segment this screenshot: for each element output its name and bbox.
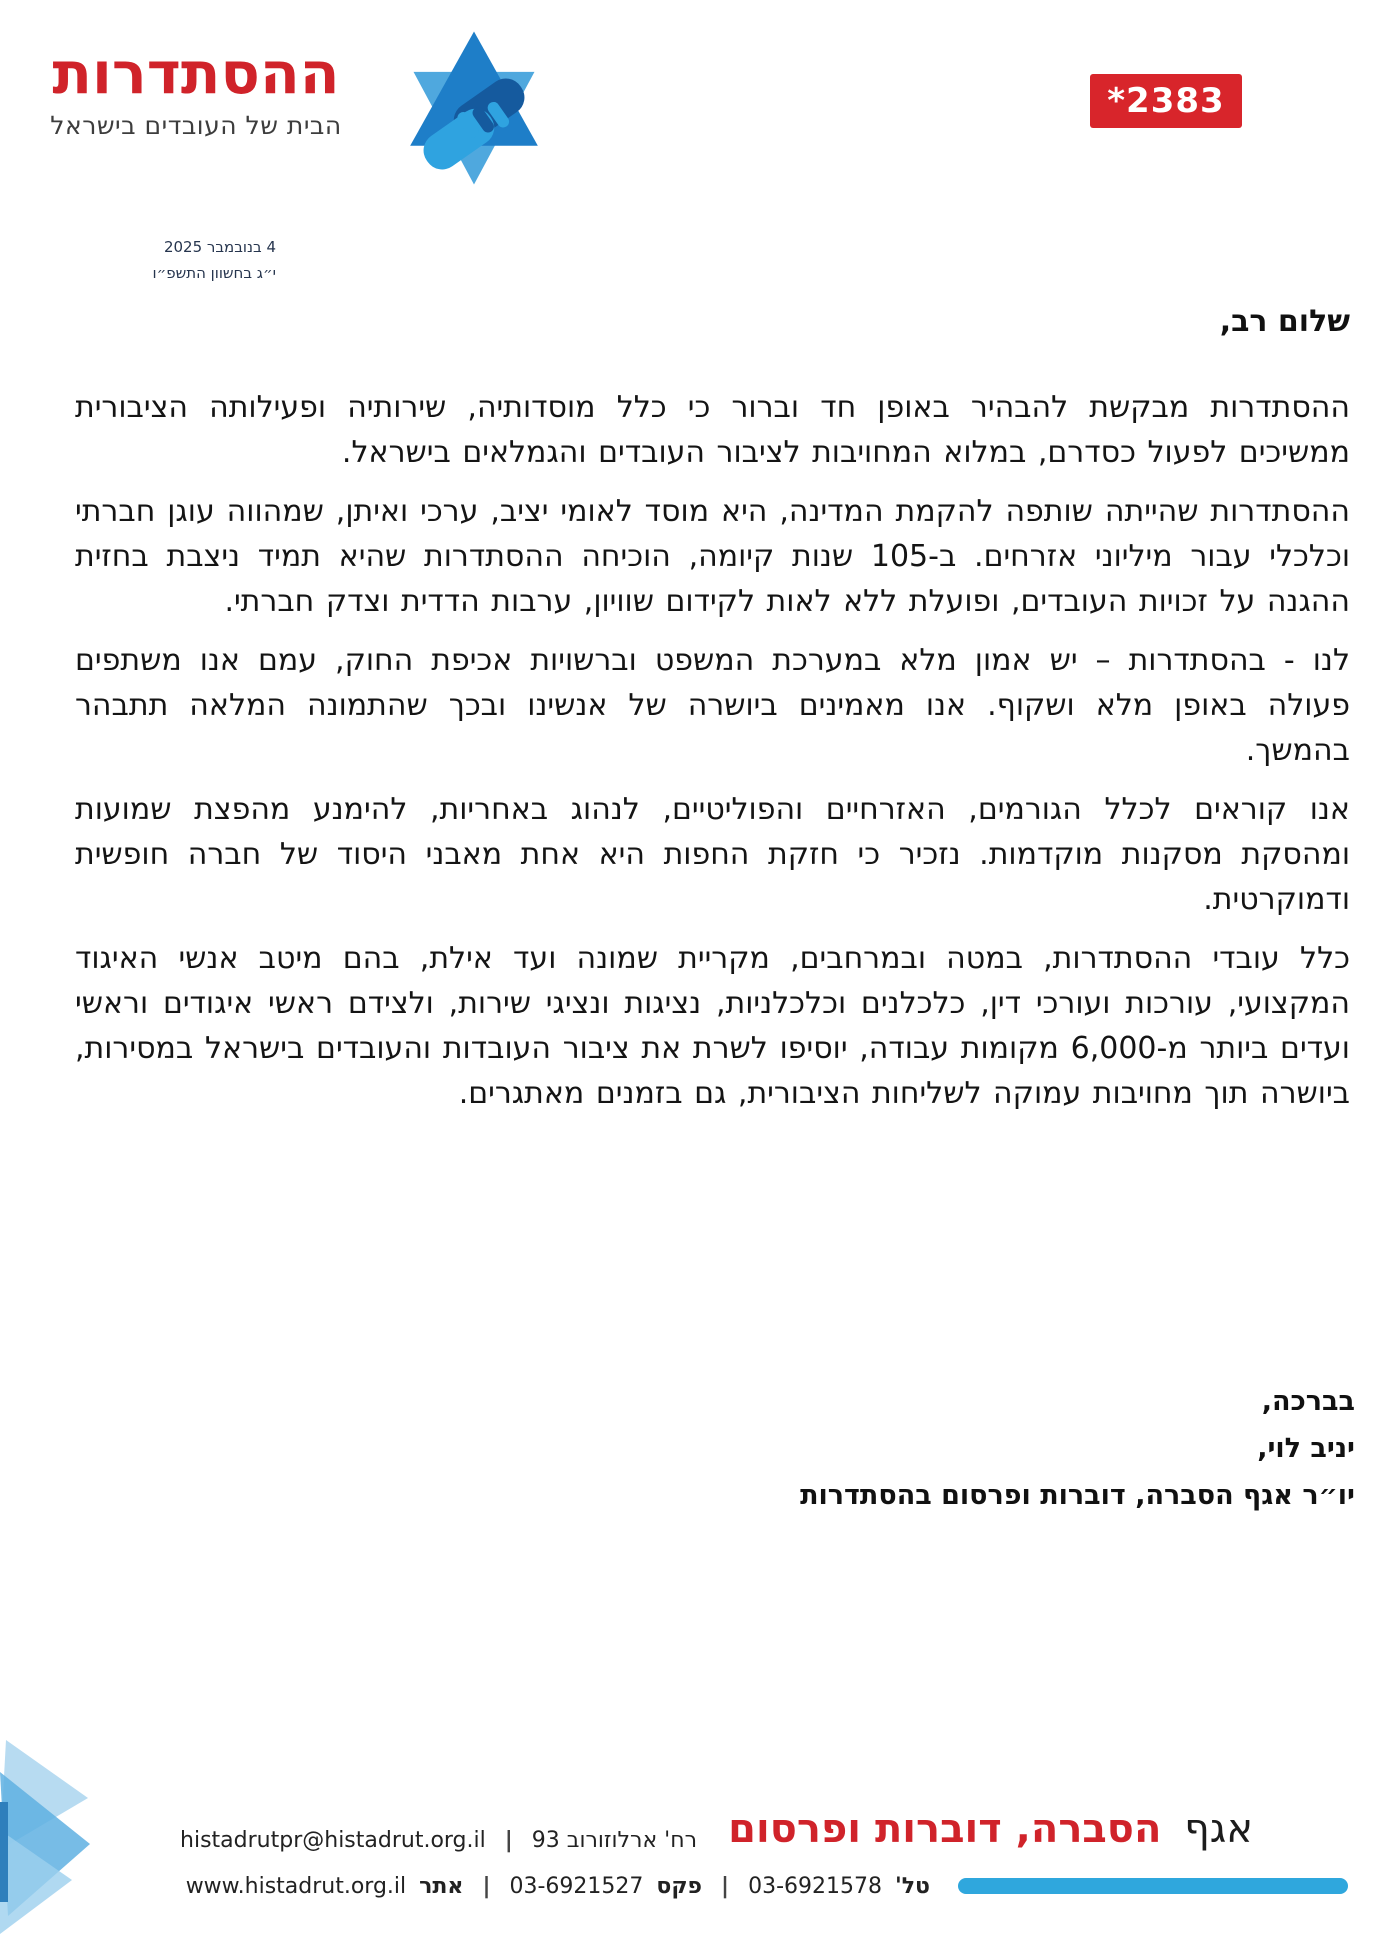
paragraph-2: ההסתדרות שהייתה שותפה להקמת המדינה, היא מוסד לאומי יציב, ערכי ואיתן, שמהווה עוגן חברתי וכלכלי עבור מיליוני אזרחים. ב-105 שנות קיומה, הוכיחה ההסתדרות שהיא תמיד ניצבת בחזית ההגנה על זכויות העובדים, ופועלת ללא לאות לקידום שוויון, ערבות הדדית וצדק חברתי.: [75, 494, 1351, 619]
department-name: הסברה, דוברות ופרסום: [728, 1806, 1162, 1852]
signature-closing: בברכה,: [1261, 1386, 1355, 1417]
website-link[interactable]: www.histadrut.org.il: [185, 1874, 407, 1899]
separator: |: [504, 1828, 513, 1853]
signature-title: יו״ר אגף הסברה, דוברות ופרסום בהסתדרות: [800, 1480, 1355, 1511]
fax-label: פקס: [656, 1874, 703, 1899]
contact-row-address-email: [180, 1828, 697, 1853]
signature-name: יניב לוי,: [1257, 1433, 1355, 1464]
greeting: שלום רב,: [1219, 304, 1350, 339]
signature-block: [800, 1378, 1355, 1519]
contact-row-phone-fax-site: [186, 1874, 930, 1899]
letter-content: [75, 304, 1350, 1130]
date-block: [124, 234, 276, 286]
hotline-number-badge: *2383: [1090, 74, 1242, 128]
abstract-star-icon: [0, 1738, 92, 1947]
paragraph-3: לנו - בהסתדרות – יש אמון מלא במערכת המשפט וברשויות אכיפת החוק, עמם אנו משתפים פעולה באופן מלא ושקוף. אנו מאמינים ביושרה של אנשינו ובכך שהתמונה המלאה תתבהר בהמשך.: [75, 643, 1350, 768]
paragraph-1: ההסתדרות מבקשת להבהיר באופן חד וברור כי כלל מוסדותיה, שירותיה ופעילותה הציבורית ממשיכים לפעול כסדרם, במלוא המחויבות לציבור העובדים והגמלאים בישראל.: [75, 390, 1350, 470]
department-prefix: אגף: [1184, 1806, 1253, 1852]
logo-tagline: הבית של העובדים בישראל: [50, 110, 342, 140]
paragraph-4: אנו קוראים לכלל הגורמים, האזרחיים והפוליטיים, לנהוג באחריות, להימנע מהפצת שמועות ומהסקת מסקנות מוקדמות. נזכיר כי חזקת החפות היא אחת מאבני היסוד של חברה חופשית ודמוקרטית.: [75, 792, 1350, 917]
email-link[interactable]: histadrutpr@histadrut.org.il: [180, 1828, 486, 1853]
date-hebrew: י״ג בחשוון התשפ״ו: [152, 264, 276, 282]
phone-label: טל': [895, 1874, 930, 1899]
logo-text: [16, 40, 376, 140]
date-gregorian: 4 בנובמבר 2025: [163, 238, 276, 256]
separator: |: [482, 1874, 491, 1899]
street-address: רח' ארלוזורוב 93: [531, 1828, 697, 1853]
department-title: [728, 1806, 1253, 1852]
logo-title: ההסתדרות: [52, 39, 340, 107]
separator: |: [721, 1874, 730, 1899]
paragraph-5: כלל עובדי ההסתדרות, במטה ובמרחבים, מקריית שמונה ועד אילת, בהם מיטב אנשי האיגוד המקצועי, עורכות ועורכי דין, כלכלנים וכלכלניות, נציגות ונציגי שירות, ולצידם ראשי איגודים וראשי ועדים ביותר מ-6,000 מקומות עבודה, יוסיפו לשרת את ציבור העובדות והעובדים בישראל במסירות, ביושרה תוך מחויבות עמוקה לשליחות הציבורית, גם בזמנים מאתגרים.: [75, 941, 1350, 1111]
website-label: אתר: [419, 1874, 464, 1899]
histadrut-logo: [16, 40, 561, 188]
phone-number: 03-6921578: [748, 1874, 882, 1899]
footer-divider-bar: [958, 1878, 1348, 1894]
fax-number: 03-6921527: [509, 1874, 644, 1899]
star-of-david-handshake-icon: [390, 28, 558, 188]
